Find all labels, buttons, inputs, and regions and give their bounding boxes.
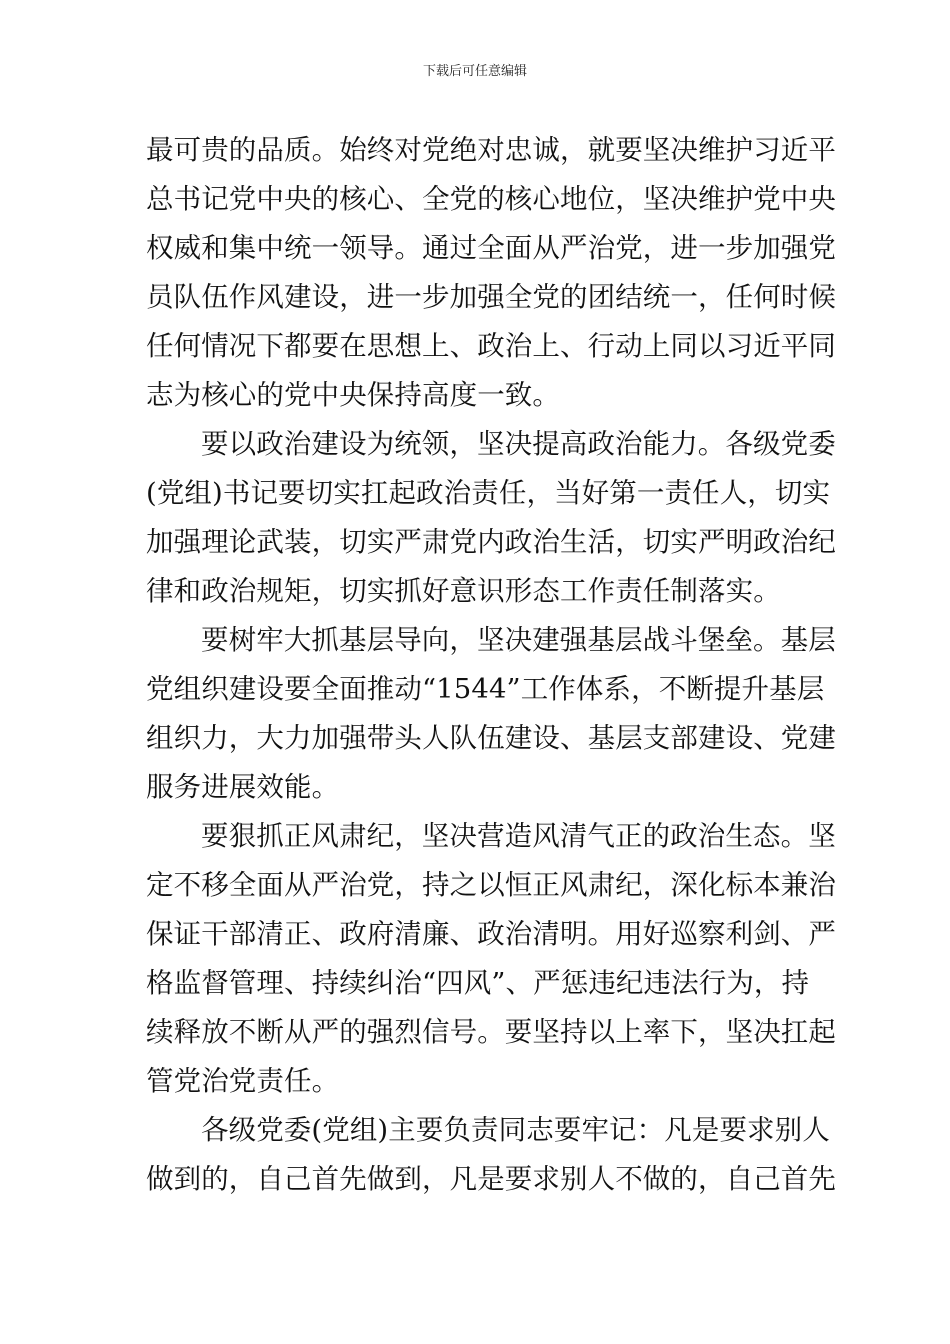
text-line: 格监督管理、持续纠治“四风”、严惩违纪违法行为，持 [146, 967, 810, 999]
page-header-note: 下载后可任意编辑 [422, 64, 527, 79]
paragraph-first-line: 要树牢大抓基层导向，坚决建强基层战斗堡垒。基层 [201, 624, 836, 656]
text-line: 定不移全面从严治党，持之以恒正风肃纪，深化标本兼治 [146, 869, 836, 901]
text-line: 总书记党中央的核心、全党的核心地位，坚决维护党中央 [146, 183, 836, 215]
text-line: 做到的，自己首先做到，凡是要求别人不做的，自己首先 [146, 1163, 836, 1195]
text-line: 志为核心的党中央保持高度一致。 [146, 379, 560, 411]
paragraph-first-line: 要狠抓正风肃纪，坚决营造风清气正的政治生态。坚 [201, 820, 836, 852]
text-line: 组织力，大力加强带头人队伍建设、基层支部建设、党建 [146, 722, 836, 754]
paragraph-first-line: 要以政治建设为统领，坚决提高政治能力。各级党委 [201, 428, 836, 460]
text-line: 权威和集中统一领导。通过全面从严治党，进一步加强党 [146, 232, 836, 264]
text-line: 律和政治规矩，切实抓好意识形态工作责任制落实。 [146, 575, 781, 607]
document-body [146, 126, 836, 1204]
paragraph-first-line: 各级党委(党组)主要负责同志要牢记：凡是要求别人 [201, 1114, 830, 1146]
text-line: 管党治党责任。 [146, 1065, 340, 1097]
text-line: 党组织建设要全面推动“1544”工作体系，不断提升基层 [146, 673, 825, 705]
text-line: 服务进展效能。 [146, 771, 340, 803]
text-line: 员队伍作风建设，进一步加强全党的团结统一，任何时候 [146, 281, 836, 313]
text-line: (党组)书记要切实扛起政治责任，当好第一责任人，切实 [146, 477, 831, 509]
text-line: 加强理论武装，切实严肃党内政治生活，切实严明政治纪 [146, 526, 836, 558]
text-line: 保证干部清正、政府清廉、政治清明。用好巡察利剑、严 [146, 918, 836, 950]
text-line: 任何情况下都要在思想上、政治上、行动上同以习近平同 [146, 330, 836, 362]
text-line: 最可贵的品质。始终对党绝对忠诚，就要坚决维护习近平 [146, 134, 836, 166]
text-line: 续释放不断从严的强烈信号。要坚持以上率下，坚决扛起 [146, 1016, 836, 1048]
